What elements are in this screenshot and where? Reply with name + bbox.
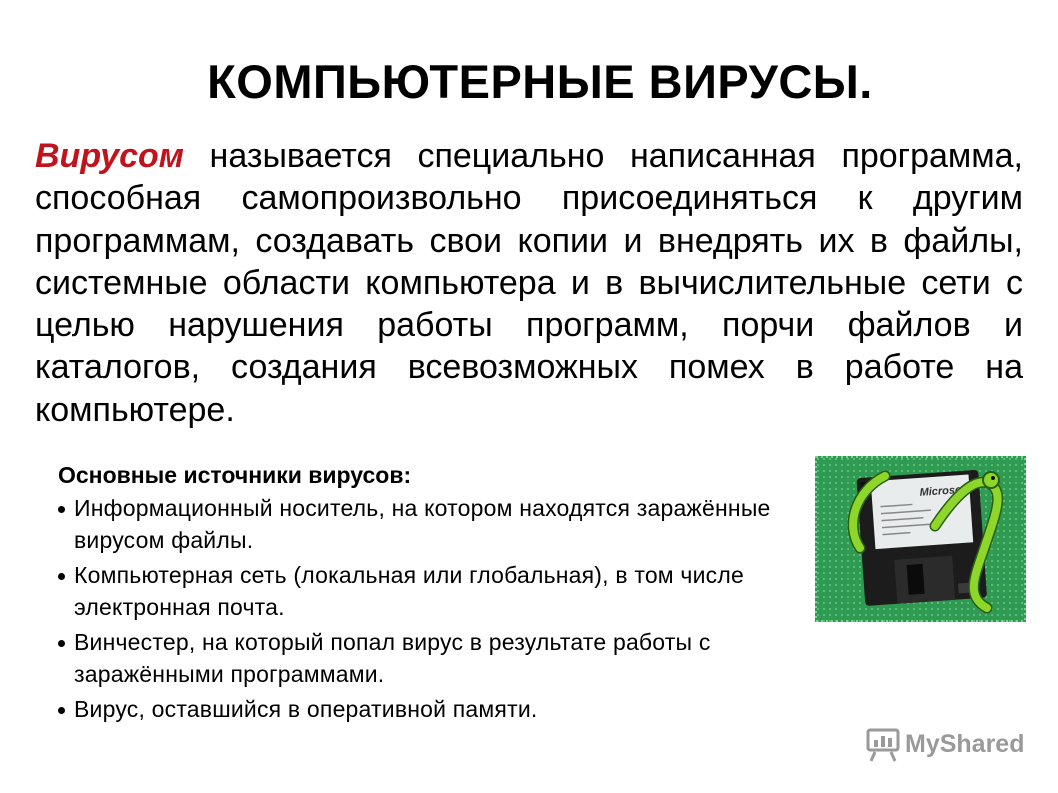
- slide-title: КОМПЬЮТЕРНЫЕ ВИРУСЫ.: [207, 55, 873, 108]
- bullet-icon: [58, 573, 65, 580]
- list-item-text: Компьютерная сеть (локальная или глобальная), в том числе электронная почта.: [74, 562, 744, 620]
- disk-brand: Microsoft: [919, 483, 970, 499]
- list-item: [58, 492, 778, 556]
- virus-definition: [35, 135, 1023, 431]
- definition-text: называется специально написанная программа, способная самопроизвольно присоединяться к другим программам, создавать свои копии и внедрять их в файлы, системные области компьютера и в вычислительные сети с целью нарушения работы программ, порчи файлов и каталогов, создания всевозможных помех в работе на компьютере.: [35, 137, 1023, 429]
- list-item-text: Информационный носитель, на котором находятся заражённые вирусом файлы.: [74, 495, 771, 553]
- list-item-text: Вирус, оставшийся в оперативной памяти.: [74, 696, 538, 722]
- list-item: [58, 559, 778, 623]
- virus-sources: [58, 460, 778, 728]
- infected-floppy-disk-icon: [815, 456, 1026, 622]
- sources-list: [58, 492, 778, 725]
- list-item: [58, 626, 778, 690]
- list-item: [58, 693, 778, 725]
- sources-heading: Основные источники вирусов:: [58, 462, 412, 488]
- watermark: [865, 728, 1035, 768]
- bullet-icon: [58, 506, 65, 513]
- list-item-text: Винчестер, на который попал вирус в результате работы с заражёнными программами.: [74, 629, 711, 687]
- presentation-board-icon: [865, 728, 901, 762]
- definition-term: Вирусом: [35, 137, 184, 175]
- bullet-icon: [58, 707, 65, 714]
- bullet-icon: [58, 640, 65, 647]
- watermark-text: MyShared: [905, 730, 1025, 758]
